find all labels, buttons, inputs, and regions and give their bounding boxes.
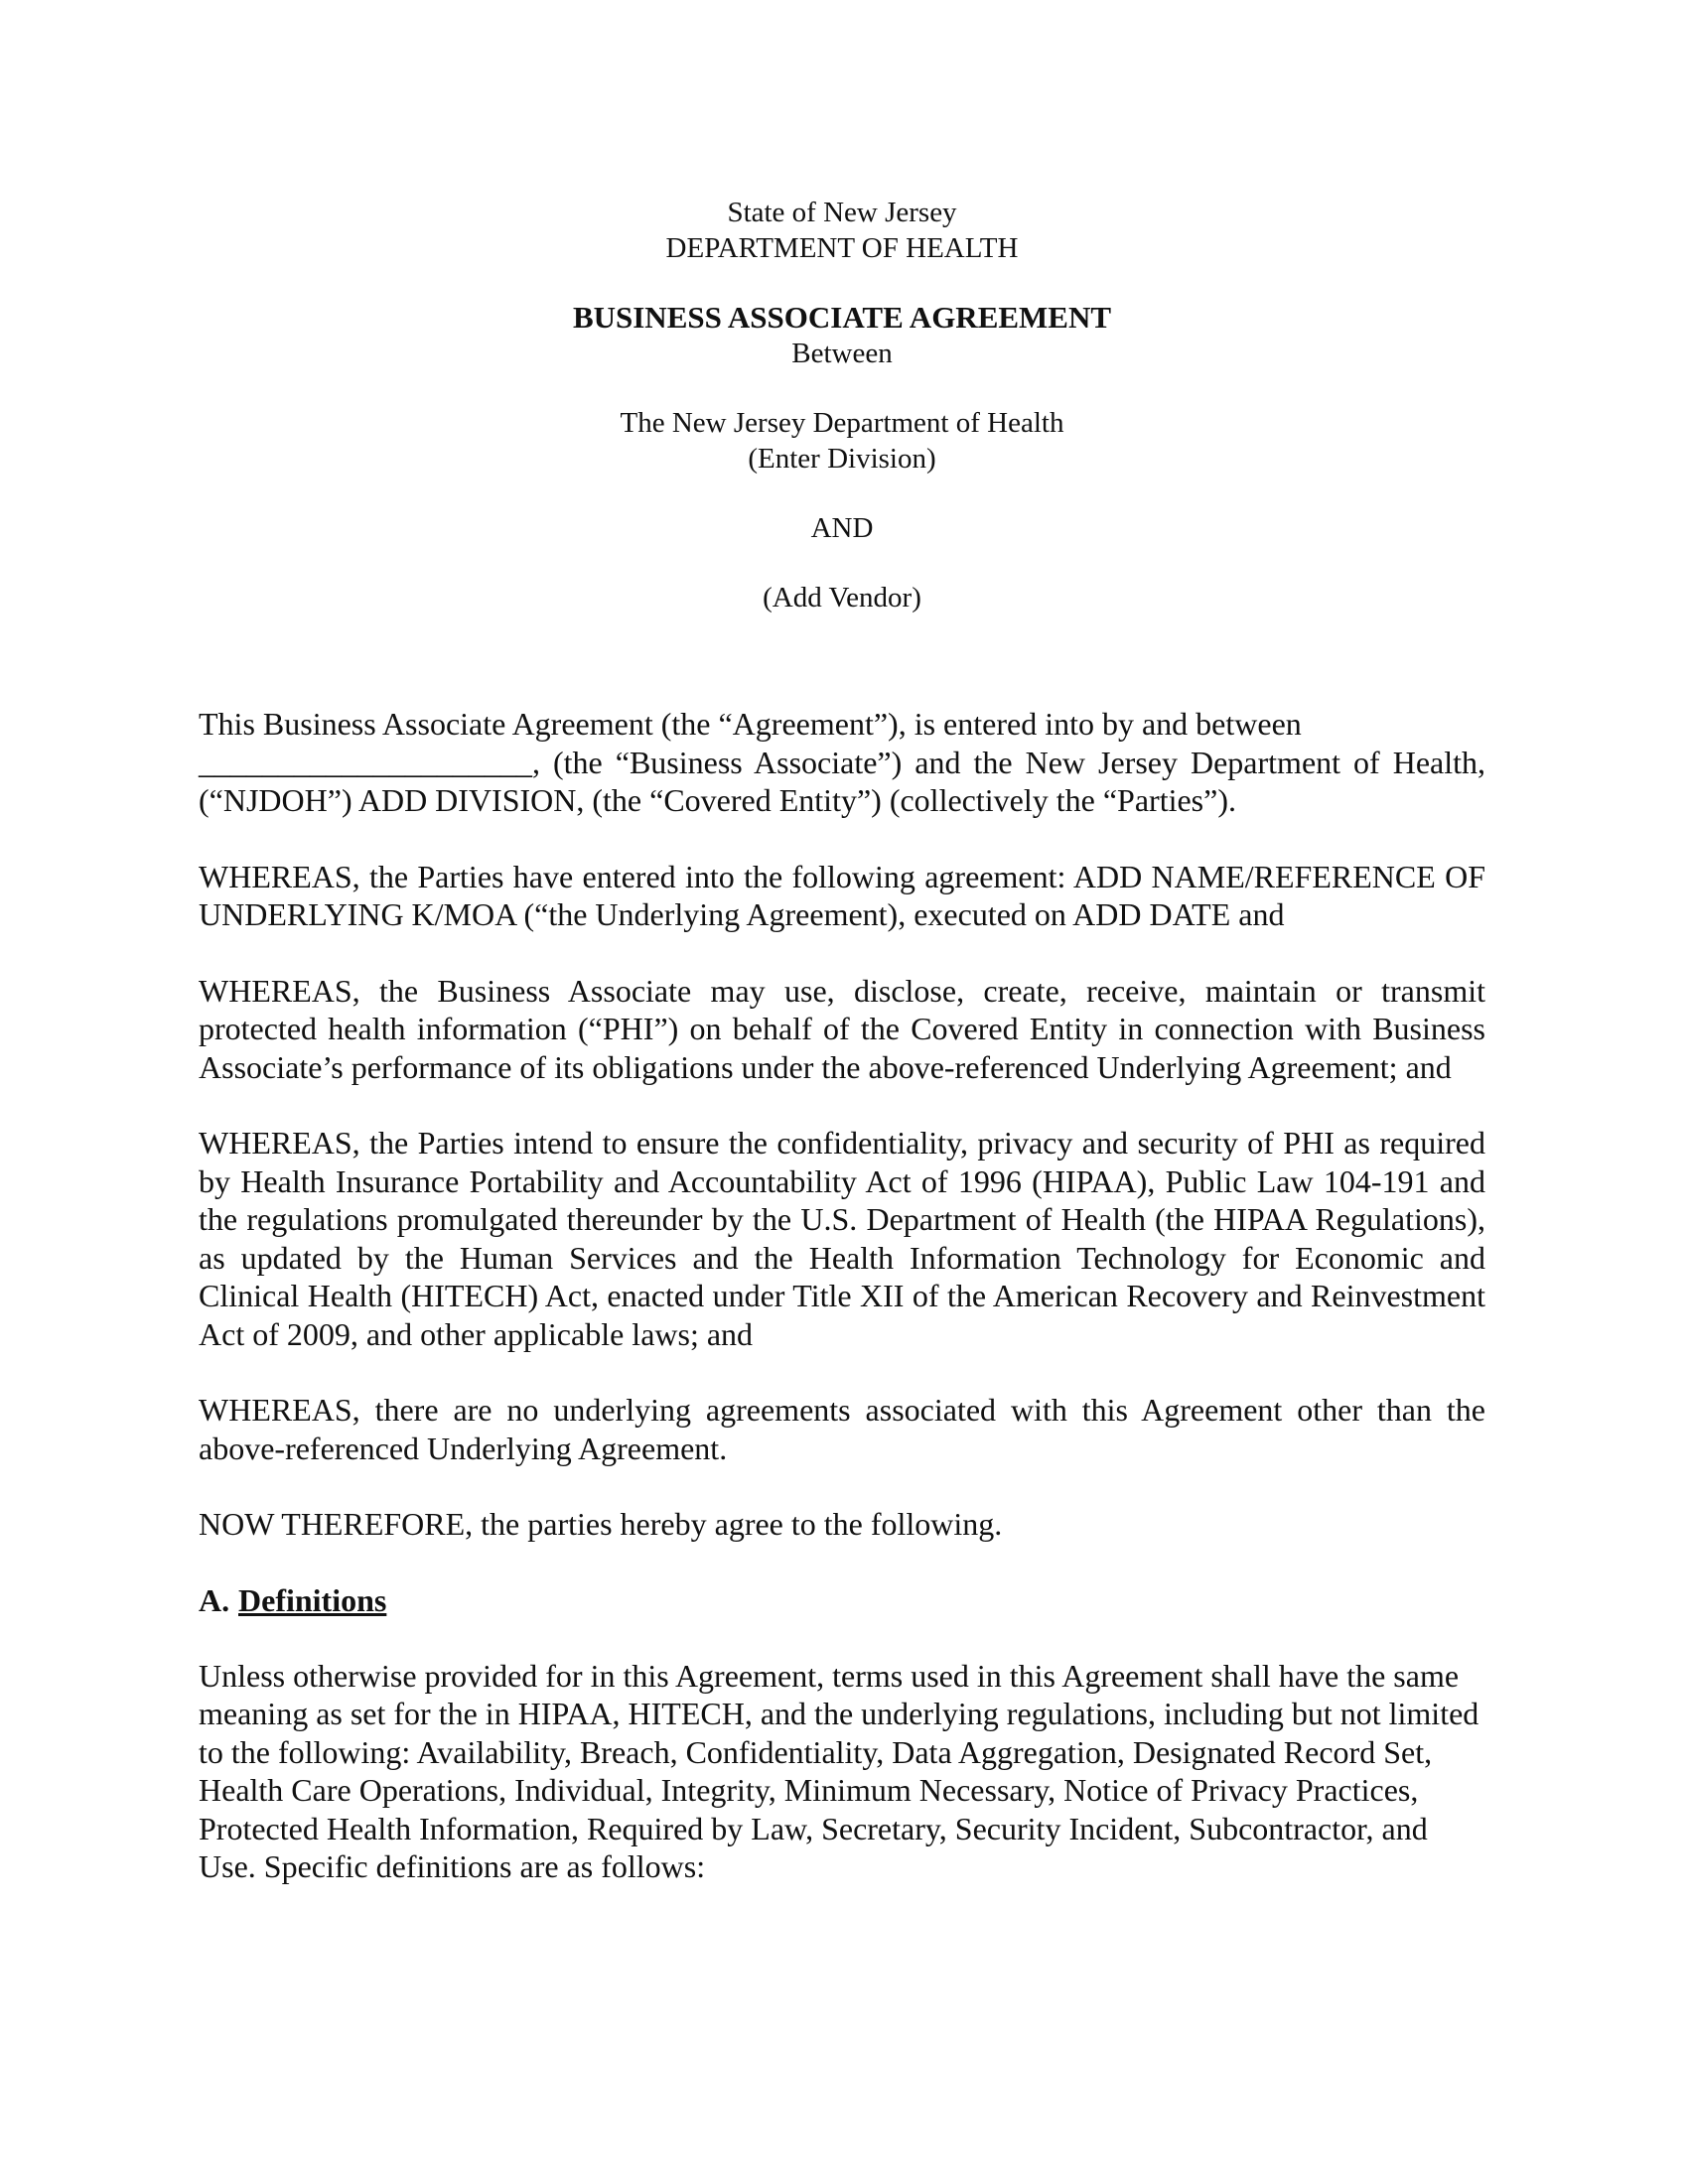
party2-name: (Add Vendor) bbox=[763, 582, 921, 614]
party1-division: (Enter Division) bbox=[748, 443, 936, 475]
intro-first-line: This Business Associate Agreement (the “Agreement”), is entered into by and between bbox=[199, 706, 1302, 742]
section-a-title: Definitions bbox=[238, 1581, 387, 1618]
department-name: DEPARTMENT OF HEALTH bbox=[665, 232, 1019, 264]
whereas-paragraph-4: WHEREAS, there are no underlying agreements associated with this Agreement other than the above-referenced Underlying Agreement. bbox=[199, 1392, 1485, 1466]
and-label: AND bbox=[810, 512, 874, 544]
whereas-paragraph-1: WHEREAS, the Parties have entered into the following agreement: ADD NAME/REFERENCE OF UNDERLYING K/MOA (“the Underlying Agreement), executed on ADD DATE and bbox=[199, 858, 1485, 932]
intro-rest: , (the “Business Associate”) and the New Jersey Department of Health, (“NJDOH”) ADD DIVISION, (the “Covered Entity”) (collectively the “Parties”). bbox=[199, 744, 1485, 818]
whereas-paragraph-2: WHEREAS, the Business Associate may use, disclose, create, receive, maintain or transmit protected health information (“PHI”) on behalf of the Covered Entity in connection with Business Associate’s performance of its obligations under the above-referenced Underlying Agreement; and bbox=[199, 972, 1485, 1085]
section-a-heading bbox=[199, 1581, 1485, 1619]
party1-name: The New Jersey Department of Health bbox=[620, 407, 1064, 439]
state-name: State of New Jersey bbox=[727, 197, 957, 228]
agreement-title: BUSINESS ASSOCIATE AGREEMENT bbox=[572, 300, 1112, 335]
section-a-letter: A. bbox=[199, 1581, 230, 1618]
business-associate-blank: _____________________ bbox=[199, 744, 532, 780]
now-therefore-paragraph: NOW THEREFORE, the parties hereby agree to the following. bbox=[199, 1506, 1003, 1542]
whereas-paragraph-3: WHEREAS, the Parties intend to ensure the confidentiality, privacy and security of PHI as required by Health Insurance Portability and Accountability Act of 1996 (HIPAA), Public Law 104-191 and the regulations promulgated thereunder by the U.S. Department of Health (the HIPAA Regulations), as updated by the Human Services and the Health Information Technology for Economic and Clinical Health (HITECH) Act, enacted under Title XII of the American Recovery and Reinvestment Act of 2009, and other applicable laws; and bbox=[199, 1125, 1485, 1352]
intro-paragraph bbox=[199, 705, 1485, 820]
between-label: Between bbox=[791, 338, 893, 369]
document-header bbox=[199, 195, 1485, 615]
document-page bbox=[199, 195, 1485, 1924]
definitions-paragraph: Unless otherwise provided for in this Agreement, terms used in this Agreement shall have the same meaning as set for the in HIPAA, HITECH, and the underlying regulations, including but not limited to the following: Availability, Breach, Confidentiality, Data Aggregation, Designated Record Set, Health Care Operations, Individual, Integrity, Minimum Necessary, Notice of Privacy Practices, Protected Health Information, Required by Law, Secretary, Security Incident, Subcontractor, and Use. Specific definitions are as follows: bbox=[199, 1657, 1479, 1884]
